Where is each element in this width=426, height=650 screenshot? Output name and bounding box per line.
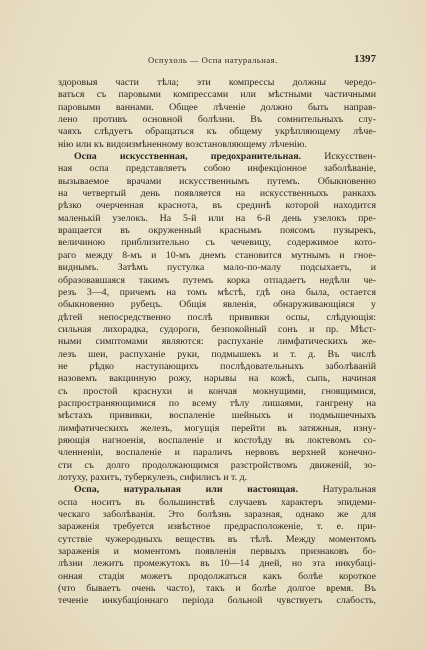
text-line (58, 534, 376, 546)
text-line (58, 583, 376, 595)
text-line (58, 373, 376, 385)
line-text: здоровыя части тѣла; эти компрессы должны чередо- (58, 77, 376, 88)
line-text: дѣтей непосредственно послѣ прививки оспы, слѣдующія: (58, 311, 376, 323)
line-text: распространяющимися по всему тѣлу лишаями, гангрену на (58, 397, 376, 409)
line-text: оспа носитъ въ большинствѣ случаевъ характеръ эпидеми- (58, 496, 376, 508)
line-text: мѣстахъ прививки, воспаленіе шейныхъ и подмышечныхъ (58, 410, 376, 422)
text-line (58, 299, 376, 311)
line-text: онная стадія можетъ продолжаться какъ болѣе короткое (58, 570, 376, 582)
section-heading: Оспа, натуральная или настоящая. (74, 484, 298, 496)
text-line (58, 398, 376, 410)
line-text: раго между 8-мъ и 10-мъ днемъ становится мутнымъ и гное- (58, 249, 376, 261)
text-line (58, 312, 376, 324)
text-line (58, 151, 376, 163)
line-text: лено противъ основной болѣзни. Въ сомнительныхъ слу- (58, 114, 376, 126)
line-text: обыкновенно рубецъ. Общія явленія, обнаруживающіяся у (58, 299, 376, 311)
section-heading: Оспа искусственная, предохранительная. (74, 151, 302, 163)
text-line (58, 423, 376, 435)
line-text: чаяхъ слѣдуетъ обращаться къ общему укрѣпляющему лѣче- (58, 126, 376, 138)
text-line (58, 225, 376, 237)
text-line (58, 89, 376, 101)
text-line (58, 435, 376, 447)
line-text: ваться съ паровыми компрессами или мѣстными частичными (58, 89, 376, 101)
text-line (58, 472, 376, 484)
body-text (58, 77, 376, 608)
text-line (58, 558, 376, 570)
text-line (58, 188, 376, 200)
line-text: вращается въ окруженный краснымъ поясомъ пузырекъ, (58, 225, 376, 237)
text-line (58, 571, 376, 583)
line-text: назовемъ вакцинную рожу, нарывы на кожѣ, сыпь, начиная (58, 373, 376, 385)
line-text: сильная лихорадка, судороги, безпокойный сонъ и пр. Мѣст- (58, 323, 376, 335)
text-line (58, 546, 376, 558)
line-text: лезъ шеи, распуханіе руки, подмышекъ и т. д. Въ числѣ (58, 348, 376, 360)
line-text: членненіи, воспаленіе и параличъ нервовъ верхней конечно- (58, 447, 376, 459)
line-text: не рѣдко наступающихъ послѣдовательныхъ заболѣваній (58, 360, 376, 372)
page-header (58, 55, 376, 69)
line-text: нію или къ видоизмѣненному возстановляющему лѣченію. (58, 138, 307, 150)
line-text: лотуху, рахитъ, туберкулезъ, сифилисъ и т. д. (58, 472, 248, 483)
line-text: Натуральная (298, 484, 376, 496)
text-line (58, 213, 376, 225)
line-text: маленькій узелокъ. На 5-й или на 6-й день узелокъ пре- (58, 212, 376, 224)
text-line (58, 595, 376, 607)
text-line (58, 484, 376, 496)
running-head: Оспухоль — Оспа натуральная. (148, 55, 278, 65)
line-text: образовавшаяся такимъ путемъ корка отпадаетъ недѣли че- (58, 274, 376, 286)
page-number: 1397 (354, 53, 376, 65)
line-text: съ простой краснухи и кончая мокнущими, гноящимися, (58, 385, 376, 397)
text-line (58, 349, 376, 361)
text-line (58, 275, 376, 287)
text-line (58, 460, 376, 472)
line-text: теченіе инкубаціоннаго періода больной чувствуетъ слабость, (58, 595, 376, 607)
line-text: ческаго заболѣванія. Это болѣзнь заразная, однако же для (58, 509, 376, 521)
line-text: зараженія требуется извѣстное предрасположеніе, т. е. при- (58, 521, 376, 533)
text-line (58, 250, 376, 262)
text-line (58, 114, 376, 126)
line-text: величиною приблизительно съ чечевицу, содержимое кото- (58, 237, 376, 249)
line-text: ряющія нагноенія, воспаленіе и костоѣду въ локтевомъ со- (58, 434, 376, 446)
text-line (58, 447, 376, 459)
line-text: ная оспа представляетъ собою инфекціонное заболѣваніе, (58, 163, 376, 175)
text-line (58, 77, 376, 89)
text-line (58, 361, 376, 373)
line-text: сти съ долго продолжающимся разстройствомъ движеній, зо- (58, 459, 376, 471)
text-line (58, 386, 376, 398)
text-line (58, 176, 376, 188)
line-text: лѣзни лежитъ промежутокъ въ 10—14 дней, но эта инкубаці- (58, 558, 376, 570)
line-text: резъ 3—4, причемъ на томъ мѣстѣ, гдѣ она была, остается (58, 286, 376, 298)
line-text: (что бываетъ очень часто), такъ и болѣе долгое время. Въ (58, 583, 376, 595)
text-line (58, 237, 376, 249)
text-line (58, 497, 376, 509)
line-text: паровыми ваннами. Общее лѣченіе должно быть направ- (58, 101, 376, 113)
line-text: на четвертый день появляется на искусственныхъ ранкахъ (58, 188, 376, 200)
line-text: рѣзко очерченная краснота, въ срединѣ которой находится (58, 200, 376, 212)
text-line (58, 287, 376, 299)
line-text: Искусствен- (301, 151, 376, 163)
line-text: зараженія и моментомъ появленія первыхъ признаковъ бо- (58, 546, 376, 558)
text-line (58, 336, 376, 348)
line-text: сутствіе чужеродныхъ веществъ въ тѣлѣ. Между моментомъ (58, 533, 376, 545)
text-line (58, 102, 376, 114)
text-line (58, 509, 376, 521)
text-line (58, 521, 376, 533)
text-line (58, 126, 376, 138)
line-text: вызываемое врачами искусственнымъ путемъ. Обыкновенно (58, 175, 376, 187)
line-text: лимфатическихъ железъ, могущія перейти въ затяжныя, изну- (58, 422, 376, 434)
text-line (58, 410, 376, 422)
text-line (58, 324, 376, 336)
line-text: ными симптомами являются: распуханіе лимфатическихъ же- (58, 336, 376, 348)
line-text: виднымъ. Затѣмъ пустулка мало-по-малу подсыхаетъ, и (58, 262, 376, 274)
text-line (58, 163, 376, 175)
text-line (58, 262, 376, 274)
text-line (58, 200, 376, 212)
text-line (58, 139, 376, 151)
